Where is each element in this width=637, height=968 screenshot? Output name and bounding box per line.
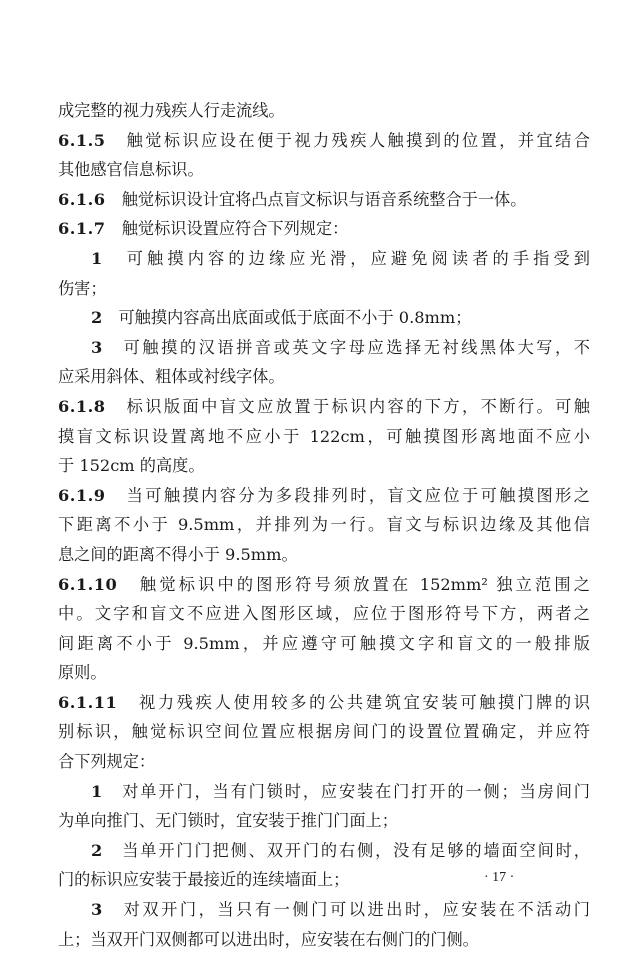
text-line xyxy=(58,510,590,540)
text-line xyxy=(58,155,590,185)
line-text: 当单开门门把侧、双开门的右侧，没有足够的墙面空间时， xyxy=(102,840,590,860)
clause-number: 6.1.9 xyxy=(58,485,106,505)
line-text: 可触摸内容的边缘应光滑，应避免阅读者的手指受到 xyxy=(102,248,590,268)
item-number: 2 xyxy=(91,840,103,860)
item-number: 1 xyxy=(91,248,103,268)
line-text: 间距离不小于 9.5mm，并应遵守可触摸文字和盲文的一般排版 xyxy=(58,633,590,653)
text-line xyxy=(58,481,590,511)
text-line xyxy=(58,422,590,452)
text-line xyxy=(58,747,590,777)
text-line xyxy=(58,333,590,363)
line-text: 其他感官信息标识。 xyxy=(58,160,204,180)
text-line xyxy=(58,303,590,333)
text-line xyxy=(58,214,590,244)
text-line xyxy=(58,540,590,570)
item-number: 1 xyxy=(91,781,103,801)
line-text: 触觉标识设置应符合下列规定： xyxy=(105,219,349,239)
page-number: · 17 · xyxy=(484,870,515,885)
line-text: 触觉标识设计宜将凸点盲文标识与语音系统整合于一体。 xyxy=(105,189,527,209)
line-text: 伤害； xyxy=(58,278,107,298)
text-line xyxy=(58,717,590,747)
text-line xyxy=(58,392,590,422)
text-line xyxy=(58,274,590,304)
line-text: 别标识，触觉标识空间位置应根据房间门的设置位置确定，并应符 xyxy=(58,722,590,742)
text-line xyxy=(58,599,590,629)
line-text: 可触摸内容高出底面或低于底面不小于 0.8mm； xyxy=(102,308,472,328)
line-text: 于 152cm 的高度。 xyxy=(58,456,205,476)
line-text: 息之间的距离不得小于 9.5mm。 xyxy=(58,544,298,564)
line-text: 摸盲文标识设置离地不应小于 122cm，可触摸图形离地面不应小 xyxy=(58,426,590,446)
clause-number: 6.1.5 xyxy=(58,130,106,150)
line-text: 原则。 xyxy=(58,663,107,683)
line-text: 对双开门，当只有一侧门可以进出时，应安装在不活动门 xyxy=(102,900,590,920)
line-text: 上；当双开门双侧都可以进出时，应安装在右侧门的门侧。 xyxy=(58,929,479,949)
text-line xyxy=(58,895,590,925)
line-text: 触觉标识应设在便于视力残疾人触摸到的位置，并宜结合 xyxy=(105,130,590,150)
clause-number: 6.1.10 xyxy=(58,574,118,594)
item-number: 2 xyxy=(91,308,103,328)
clause-number: 6.1.11 xyxy=(58,692,118,712)
text-line xyxy=(58,658,590,688)
text-line xyxy=(58,126,590,156)
clause-number: 6.1.6 xyxy=(58,189,106,209)
text-line xyxy=(58,836,590,866)
line-text: 可触摸的汉语拼音或英文字母应选择无衬线黑体大写，不 xyxy=(102,337,590,357)
clause-number: 6.1.7 xyxy=(58,219,106,239)
text-line xyxy=(58,629,590,659)
text-line xyxy=(58,570,590,600)
line-text: 门的标识应安装于最接近的连续墙面上； xyxy=(58,870,350,890)
text-line xyxy=(58,96,590,126)
clause-number: 6.1.8 xyxy=(58,396,106,416)
document-body xyxy=(58,96,590,954)
line-text: 为单向推门、无门锁时，宜安装于推门门面上； xyxy=(58,811,398,831)
text-line xyxy=(58,806,590,836)
line-text: 成完整的视力残疾人行走流线。 xyxy=(58,101,285,120)
line-text: 对单开门，当有门锁时，应安装在门打开的一侧；当房间门 xyxy=(102,781,590,801)
text-line xyxy=(58,925,590,955)
line-text: 当可触摸内容分为多段排列时，盲文应位于可触摸图形之 xyxy=(105,485,590,505)
text-line xyxy=(58,362,590,392)
text-line xyxy=(58,185,590,215)
line-text: 下距离不小于 9.5mm，并排列为一行。盲文与标识边缘及其他信 xyxy=(58,515,590,535)
line-text: 合下列规定： xyxy=(58,752,156,772)
item-number: 3 xyxy=(91,900,103,920)
line-text: 触觉标识中的图形符号须放置在 152mm² 独立范围之 xyxy=(117,574,590,594)
line-text: 标识版面中盲文应放置于标识内容的下方，不断行。可触 xyxy=(105,396,590,416)
text-line xyxy=(58,777,590,807)
line-text: 视力残疾人使用较多的公共建筑宜安装可触摸门牌的识 xyxy=(117,692,590,712)
text-line xyxy=(58,451,590,481)
line-text: 应采用斜体、粗体或衬线字体。 xyxy=(58,367,285,387)
item-number: 3 xyxy=(91,337,103,357)
text-line xyxy=(58,244,590,274)
line-text: 中。文字和盲文不应进入图形区域，应位于图形符号下方，两者之 xyxy=(58,604,590,624)
text-line xyxy=(58,688,590,718)
